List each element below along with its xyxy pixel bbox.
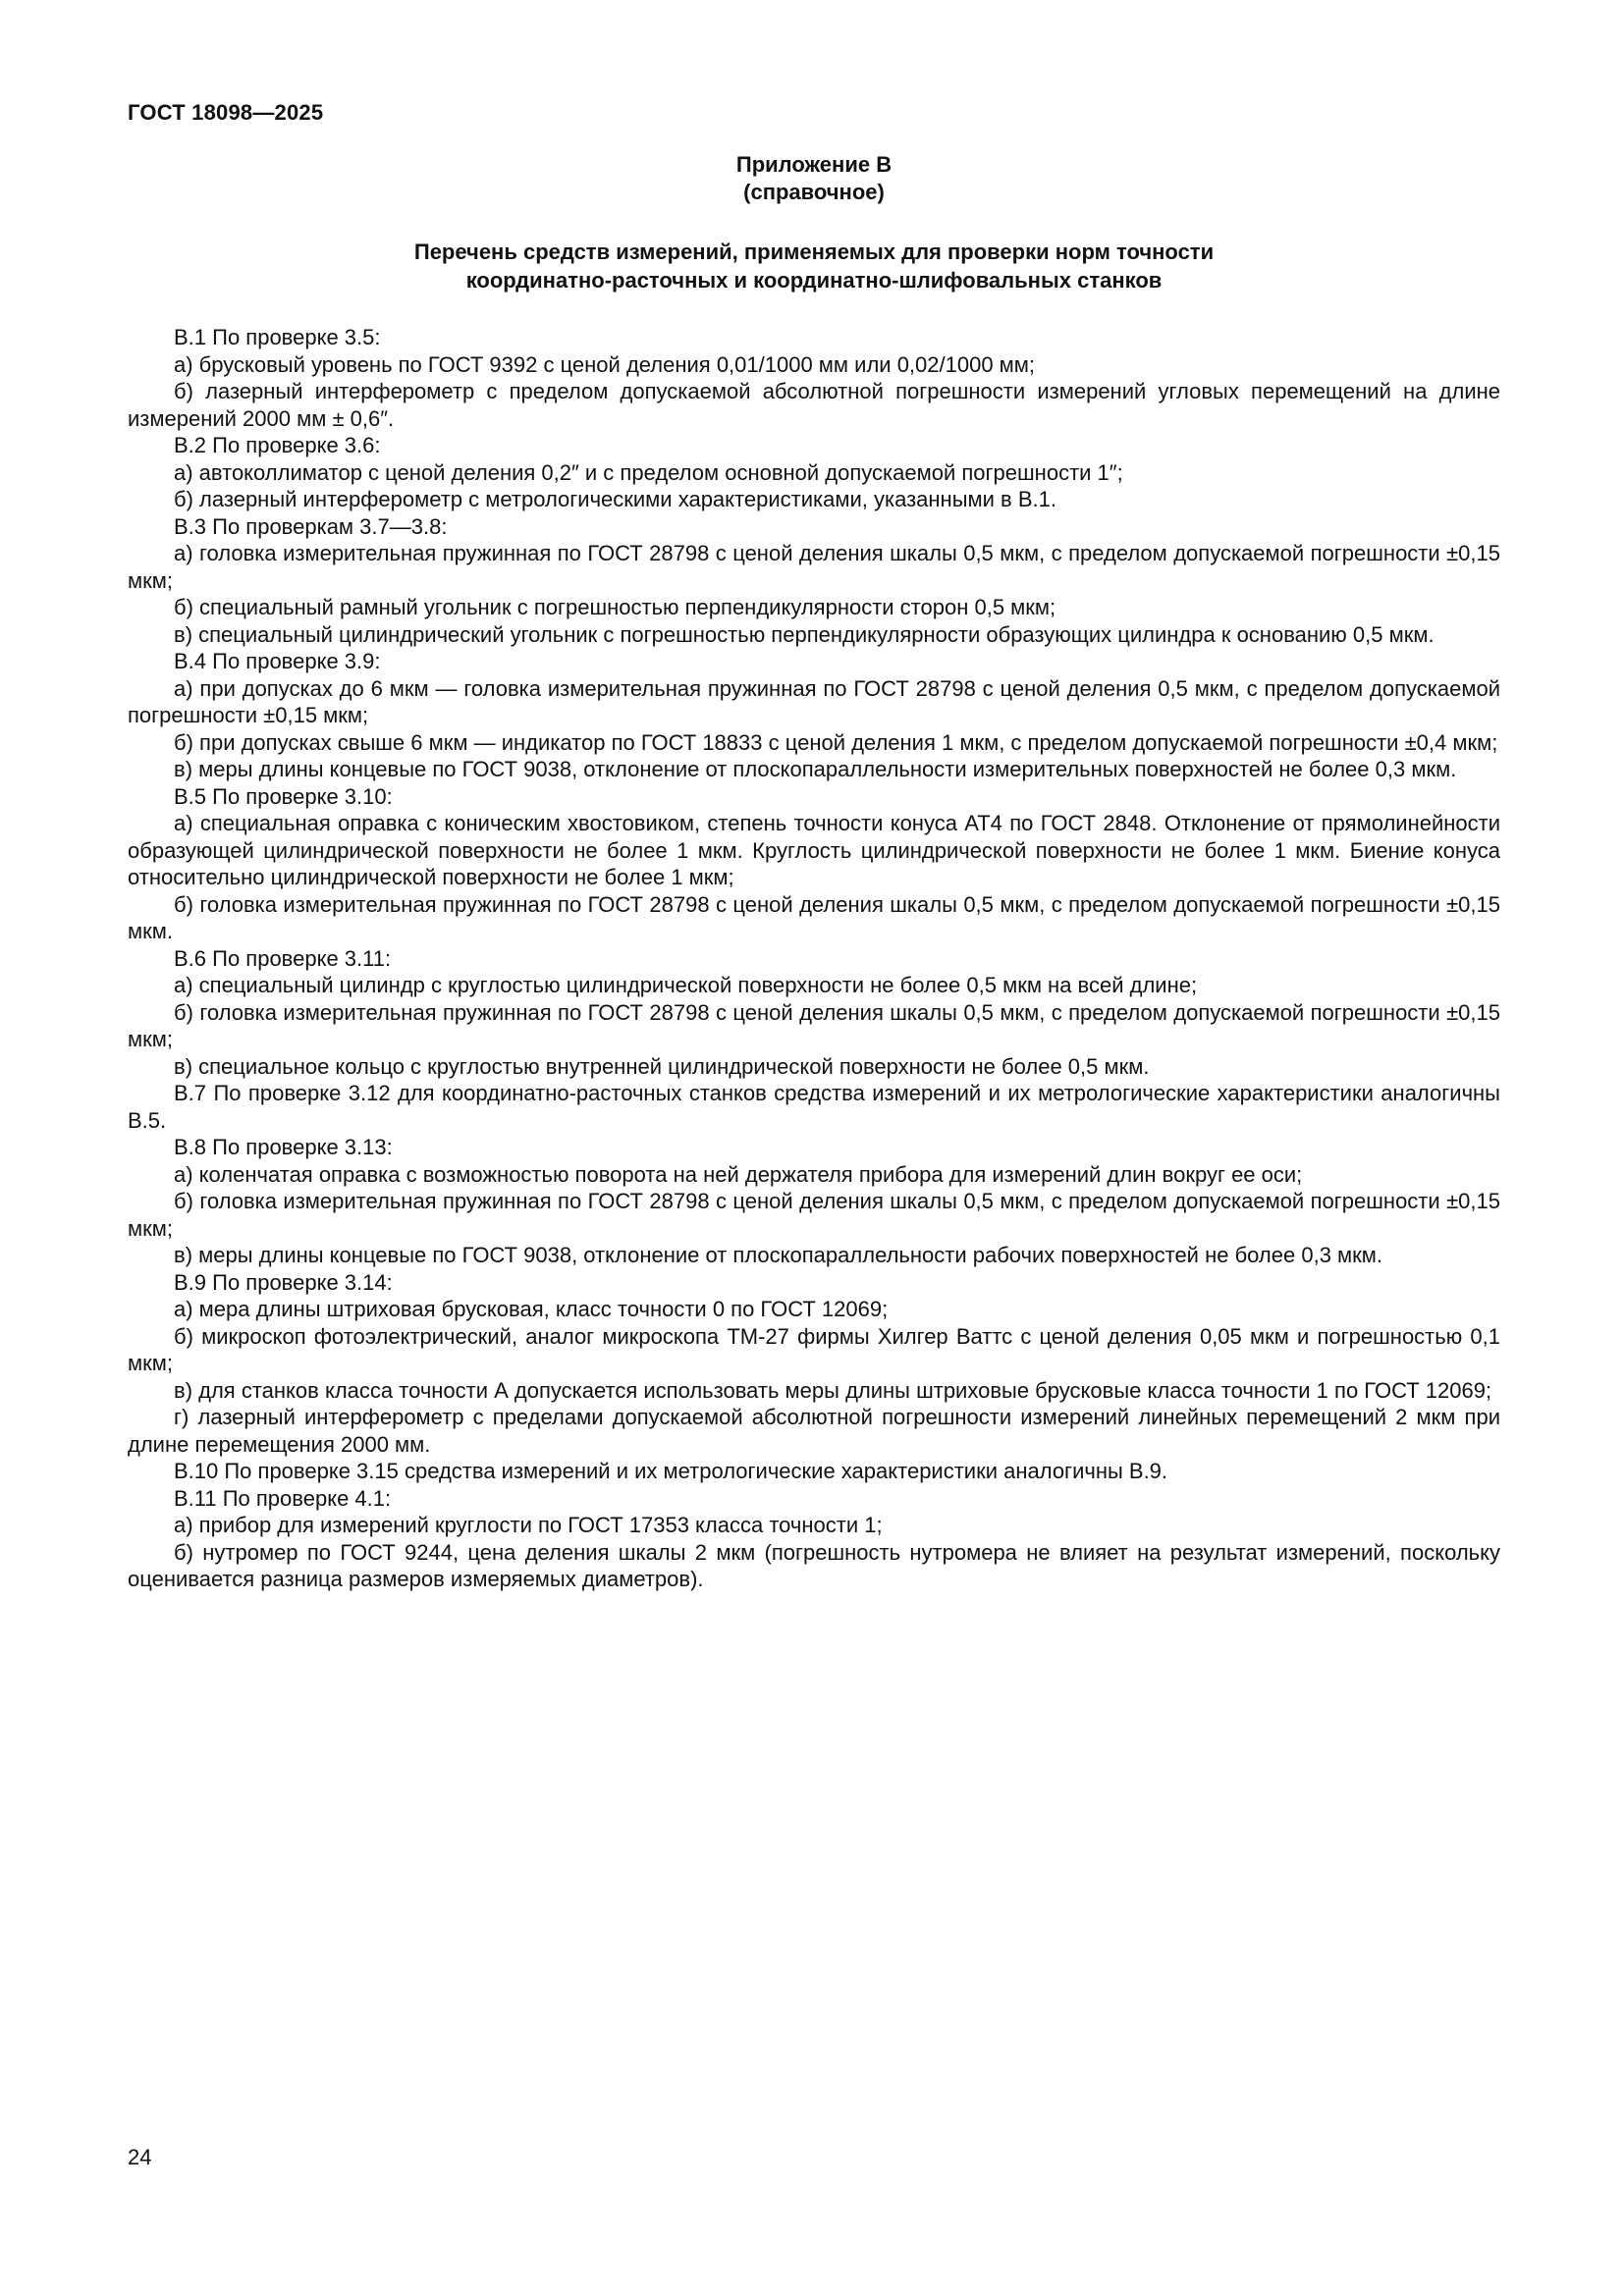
paragraph: г) лазерный интерферометр с пределами допускаемой абсолютной погрешности измерений линейных перемещений 2 мкм при длине перемещения 2000 мм. [128,1405,1500,1457]
document-title [128,238,1500,294]
paragraph: В.8 По проверке 3.13: [174,1135,393,1159]
paragraph: В.7 По проверке 3.12 для координатно-расточных станков средства измерений и их метрологические характеристики аналогичны В.5. [128,1081,1500,1133]
paragraph: б) головка измерительная пружинная по ГОСТ 28798 с ценой деления шкалы 0,5 мкм, с пределом допускаемой погрешности ±0,15 мкм; [128,1189,1500,1241]
document-number: ГОСТ 18098—2025 [128,100,324,125]
paragraph: В.4 По проверке 3.9: [174,649,381,673]
paragraph: в) специальное кольцо с круглостью внутренней цилиндрической поверхности не более 0,5 мкм. [174,1053,1150,1079]
paragraph: В.6 По проверке 3.11: [174,945,392,971]
appendix-label: Приложение В [735,152,893,177]
paragraph: в) специальный цилиндрический угольник с погрешностью перпендикулярности образующих цилиндра к основанию 0,5 мкм. [174,621,1435,647]
paragraph: в) для станков класса точности А допускается использовать меры длины штриховые брусковые класса точности 1 по ГОСТ 12069; [174,1377,1492,1403]
paragraph: В.5 По проверке 3.10: [174,783,393,809]
paragraph: В.9 По проверке 3.14: [174,1269,393,1295]
paragraph: а) мера длины штриховая брусковая, класс точности 0 по ГОСТ 12069; [174,1297,889,1321]
appendix-heading [128,151,1500,206]
paragraph: в) меры длины концевые по ГОСТ 9038, отклонение от плоскопараллельности рабочих поверхностей не более 0,3 мкм. [174,1243,1383,1267]
paragraph: В.1 По проверке 3.5: [174,325,381,349]
paragraph: а) автоколлиматор с ценой деления 0,2″ и с пределом основной допускаемой погрешности 1″; [174,459,1123,485]
paragraph: б) лазерный интерферометр с метрологическими характеристиками, указанными в В.1. [174,487,1056,511]
paragraph: а) специальная оправка с коническим хвостовиком, степень точности конуса АТ4 по ГОСТ 2848. Отклонение от прямолинейности образующей цилиндрической поверхности не более 1 мкм. Круглость цилиндрической поверхности не более 1 мкм. Биение конуса относительно цилиндрической поверхности не более 1 мкм; [128,811,1500,889]
paragraph: В.2 По проверке 3.6: [174,433,381,457]
paragraph: а) головка измерительная пружинная по ГОСТ 28798 с ценой деления шкалы 0,5 мкм, с пределом допускаемой погрешности ±0,15 мкм; [128,541,1500,593]
document-title-line-1: Перечень средств измерений, применяемых для проверки норм точности [413,240,1215,264]
paragraph: В.3 По проверкам 3.7—3.8: [174,513,448,539]
document-title-line-2: координатно-расточных и координатно-шлифовальных станков [465,268,1163,293]
paragraph: б) головка измерительная пружинная по ГОСТ 28798 с ценой деления шкалы 0,5 мкм, с пределом допускаемой погрешности ±0,15 мкм. [128,891,1500,943]
document-body [128,324,1500,1593]
paragraph: б) при допусках свыше 6 мкм — индикатор по ГОСТ 18833 с ценой деления 1 мкм, с пределом допускаемой погрешности ±0,4 мкм; [174,729,1498,755]
appendix-note: (справочное) [743,180,885,204]
paragraph: б) нутромер по ГОСТ 9244, цена деления шкалы 2 мкм (погрешность нутромера не влияет на результат измерений, поскольку оценивается разница размеров измеряемых диаметров). [128,1539,1500,1591]
paragraph: В.10 По проверке 3.15 средства измерений и их метрологические характеристики аналогичны В.9. [174,1459,1168,1483]
paragraph: б) микроскоп фотоэлектрический, аналог микроскопа ТМ-27 фирмы Хилгер Ваттс с ценой деления 0,05 мкм и погрешностью 0,1 мкм; [128,1323,1500,1375]
paragraph: б) головка измерительная пружинная по ГОСТ 28798 с ценой деления шкалы 0,5 мкм, с пределом допускаемой погрешности ±0,15 мкм; [128,999,1500,1051]
paragraph: В.11 По проверке 4.1: [174,1485,392,1511]
paragraph: б) специальный рамный угольник с погрешностью перпендикулярности сторон 0,5 мкм; [174,595,1056,619]
paragraph: а) специальный цилиндр с круглостью цилиндрической поверхности не более 0,5 мкм на всей длине; [174,973,1198,997]
paragraph: в) меры длины концевые по ГОСТ 9038, отклонение от плоскопараллельности измерительных поверхностей не более 0,3 мкм. [174,757,1457,781]
page-number: 24 [128,2145,152,2169]
paragraph: а) брусковый уровень по ГОСТ 9392 с ценой деления 0,01/1000 мм или 0,02/1000 мм; [174,351,1036,377]
paragraph: а) прибор для измерений круглости по ГОСТ 17353 класса точности 1; [174,1513,883,1537]
paragraph: а) при допусках до 6 мкм — головка измерительная пружинная по ГОСТ 28798 с ценой деления 0,5 мкм, с пределом допускаемой погрешности ±0,15 мкм; [128,675,1500,727]
paragraph: б) лазерный интерферометр с пределом допускаемой абсолютной погрешности измерений угловых перемещений на длине измерений 2000 мм ± 0,6″. [128,379,1500,431]
paragraph: а) коленчатая оправка с возможностью поворота на ней держателя прибора для измерений длин вокруг ее оси; [174,1161,1303,1187]
